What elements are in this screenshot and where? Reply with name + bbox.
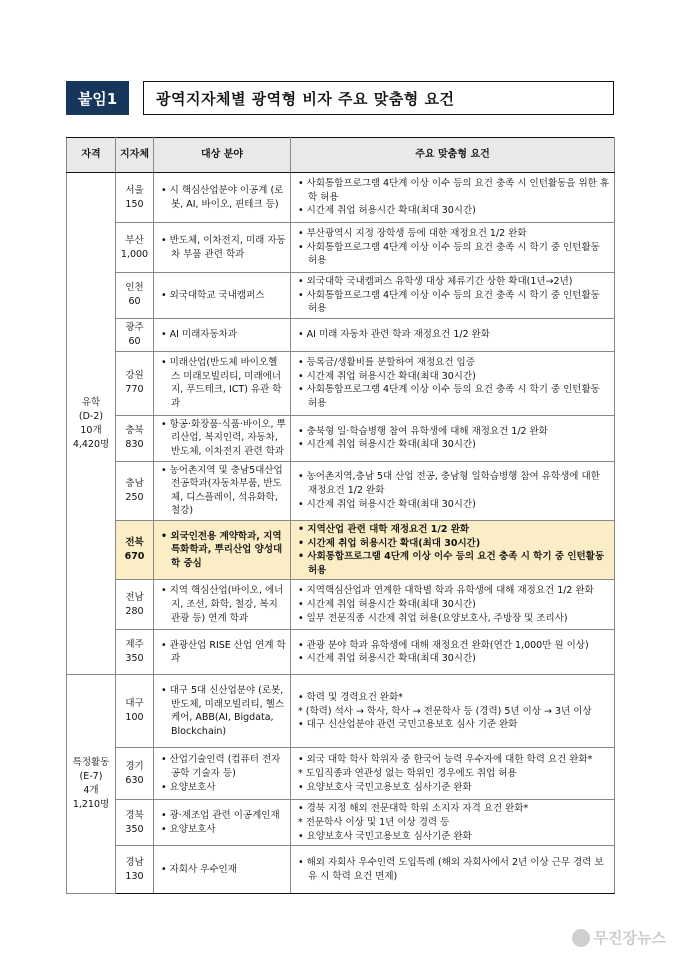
requirement-cell bbox=[291, 580, 615, 630]
region-cell bbox=[116, 800, 154, 846]
region-line: 충남 bbox=[125, 477, 144, 489]
requirement-cell bbox=[291, 748, 615, 800]
requirement-item: • 등록금/생활비를 분할하여 재정요건 입증 bbox=[298, 356, 610, 370]
region-line: 630 bbox=[125, 774, 144, 786]
region-line: 60 bbox=[128, 296, 141, 308]
region-line: 670 bbox=[124, 551, 145, 563]
requirement-list bbox=[298, 856, 610, 883]
table-row bbox=[67, 415, 615, 461]
requirement-list bbox=[298, 470, 610, 511]
requirement-cell bbox=[291, 461, 615, 520]
field-item: • 농어촌지역 및 충남5대산업 전공학과(자동차부품, 반도체, 디스플레이, 석유화학, 철강) bbox=[161, 464, 286, 518]
qualification-label-line: 10개 bbox=[80, 424, 102, 436]
column-header: 대상 분야 bbox=[154, 138, 291, 173]
field-cell bbox=[154, 675, 291, 748]
requirement-list bbox=[298, 227, 610, 268]
requirement-item: • 외국대학 국내캠퍼스 유학생 대상 체류기간 상한 확대(1년→2년) bbox=[298, 275, 610, 289]
requirement-item: • 사회통합프로그램 4단계 이상 이수 등의 요건 충족 시 학기 중 인턴활동 허용 bbox=[298, 289, 610, 316]
field-cell bbox=[154, 461, 291, 520]
table-row bbox=[67, 675, 615, 748]
qualification-label-line: 특정활동 bbox=[72, 757, 110, 769]
field-cell bbox=[154, 223, 291, 273]
table-row bbox=[67, 273, 615, 319]
watermark-logo-icon bbox=[572, 929, 590, 947]
field-list bbox=[161, 684, 286, 738]
field-list bbox=[161, 530, 286, 571]
requirement-cell bbox=[291, 800, 615, 846]
attachment-header bbox=[66, 81, 614, 115]
field-item: • 지역 핵심산업(바이오, 에너지, 조선, 화학, 철강, 복지 관광 등) 연계 학과 bbox=[161, 584, 286, 625]
column-header: 지자체 bbox=[116, 138, 154, 173]
requirement-cell bbox=[291, 273, 615, 319]
table-header-row bbox=[67, 138, 615, 173]
field-cell bbox=[154, 351, 291, 415]
requirement-item: • 시간제 취업 허용시간 확대(최대 30시간) bbox=[298, 652, 610, 666]
requirement-item: • 외국 대학 학사 학위자 중 한국어 능력 우수자에 대한 학력 요건 완화* bbox=[298, 753, 610, 767]
region-line: 280 bbox=[125, 605, 144, 617]
requirement-item: • 사회통합프로그램 4단계 이상 이수 등의 요건 충족 시 학기 중 인턴활동 허용 bbox=[298, 550, 610, 577]
field-item: • 외국인전용 계약학과, 지역특화학과, 뿌리산업 양성대학 중심 bbox=[161, 530, 286, 571]
requirement-item: • 시간제 취업 허용시간 확대(최대 30시간) bbox=[298, 537, 610, 551]
qualification-label-line: 4,420명 bbox=[72, 438, 110, 450]
requirement-item: • AI 미래 자동차 관련 학과 재정요건 1/2 완화 bbox=[298, 328, 610, 342]
region-line: 충북 bbox=[125, 425, 144, 437]
requirement-cell bbox=[291, 318, 615, 351]
region-cell bbox=[116, 351, 154, 415]
field-cell bbox=[154, 520, 291, 579]
requirement-item: • 관광 분야 학과 유학생에 대해 재정요건 완화(연간 1,000만 원 이상) bbox=[298, 639, 610, 653]
requirement-item: • 부산광역시 지정 장학생 등에 대한 재정요건 1/2 완화 bbox=[298, 227, 610, 241]
table-row bbox=[67, 846, 615, 894]
region-cell bbox=[116, 173, 154, 223]
requirement-item: • 사회통합프로그램 4단계 이상 이수 등의 요건 충족 시 인턴활동을 위한 휴학 허용 bbox=[298, 177, 610, 204]
attachment-title: 광역지자체별 광역형 비자 주요 맞춤형 요건 bbox=[143, 81, 614, 115]
requirement-cell bbox=[291, 223, 615, 273]
column-header: 주요 맞춤형 요건 bbox=[291, 138, 615, 173]
region-line: 350 bbox=[125, 823, 144, 835]
requirement-item: • 시간제 취업 허용시간 확대(최대 30시간) bbox=[298, 598, 610, 612]
region-line: 광주 bbox=[125, 321, 144, 333]
field-list bbox=[161, 809, 286, 836]
region-cell bbox=[116, 223, 154, 273]
table-row bbox=[67, 318, 615, 351]
region-line: 서울 bbox=[125, 184, 144, 196]
region-cell bbox=[116, 630, 154, 675]
requirement-item: • 사회통합프로그램 4단계 이상 이수 등의 요건 충족 시 학기 중 인턴활동 허용 bbox=[298, 241, 610, 268]
field-list bbox=[161, 464, 286, 518]
requirement-item: • 농어촌지역,충남 5대 산업 전공, 충남형 일학습병행 참여 유학생에 대한 재정요건 1/2 완화 bbox=[298, 470, 610, 497]
field-item: • 자회사 우수인재 bbox=[161, 863, 286, 877]
watermark-text: 무진장뉴스 bbox=[593, 929, 666, 947]
qualification-label-line: 4개 bbox=[83, 785, 99, 797]
requirement-list bbox=[298, 753, 610, 794]
table-row bbox=[67, 351, 615, 415]
field-cell bbox=[154, 173, 291, 223]
requirement-note: * (학력) 석사 → 학사, 학사 → 전문학사 등 (경력) 5년 이상 → 3년 이상 bbox=[298, 705, 610, 719]
qualification-label-line: (D-2) bbox=[78, 410, 104, 422]
requirement-item: • 시간제 취업 허용시간 확대(최대 30시간) bbox=[298, 204, 610, 218]
watermark bbox=[572, 927, 666, 948]
region-line: 770 bbox=[125, 384, 144, 396]
field-cell bbox=[154, 273, 291, 319]
field-list bbox=[161, 863, 286, 877]
field-cell bbox=[154, 748, 291, 800]
field-cell bbox=[154, 580, 291, 630]
requirement-list bbox=[298, 584, 610, 625]
requirement-list bbox=[298, 523, 610, 577]
qualification-label-line: 유학 bbox=[81, 396, 101, 408]
field-item: • 미래산업(반도체 바이오헬스 미래모빌리티, 미래에너지, 푸드테크, ICT) 유관 학과 bbox=[161, 356, 286, 410]
region-cell bbox=[116, 415, 154, 461]
requirement-cell bbox=[291, 630, 615, 675]
field-cell bbox=[154, 846, 291, 894]
region-line: 350 bbox=[125, 653, 144, 665]
table-row bbox=[67, 800, 615, 846]
field-list bbox=[161, 418, 286, 459]
region-line: 130 bbox=[125, 870, 144, 882]
requirement-item: • 시간제 취업 허용시간 확대(최대 30시간) bbox=[298, 370, 610, 384]
requirement-list bbox=[298, 691, 610, 732]
field-item: • 반도체, 이차전지, 미래 자동차 부품 관련 학과 bbox=[161, 234, 286, 261]
region-cell bbox=[116, 273, 154, 319]
qualification-cell bbox=[67, 675, 116, 894]
table-row bbox=[67, 520, 615, 579]
field-list bbox=[161, 356, 286, 410]
region-line: 150 bbox=[125, 198, 144, 210]
region-line: 인천 bbox=[125, 282, 144, 294]
requirement-cell bbox=[291, 846, 615, 894]
region-cell bbox=[116, 675, 154, 748]
region-line: 전북 bbox=[125, 537, 144, 549]
region-cell bbox=[116, 461, 154, 520]
field-list bbox=[161, 639, 286, 666]
field-item: • 요양보호사 bbox=[161, 781, 286, 795]
requirement-item: • 학력 및 경력요건 완화* bbox=[298, 691, 610, 705]
attachment-badge: 붙임1 bbox=[66, 81, 129, 115]
column-header: 자격 bbox=[67, 138, 116, 173]
region-line: 대구 bbox=[125, 698, 144, 710]
region-line: 전남 bbox=[125, 591, 144, 603]
qualification-cell bbox=[67, 173, 116, 675]
requirement-list bbox=[298, 356, 610, 410]
qualification-label-line: 1,210명 bbox=[72, 799, 110, 811]
field-list bbox=[161, 328, 286, 342]
table-row bbox=[67, 173, 615, 223]
requirement-item: • 시간제 취업 허용시간 확대(최대 30시간) bbox=[298, 498, 610, 512]
field-item: • AI 미래자동차과 bbox=[161, 328, 286, 342]
requirement-item: • 지역핵심산업과 연계한 대학별 학과 유학생에 대해 재정요건 1/2 완화 bbox=[298, 584, 610, 598]
region-line: 제주 bbox=[125, 639, 144, 651]
region-line: 강원 bbox=[125, 370, 144, 382]
field-list bbox=[161, 234, 286, 261]
requirement-item: • 사회통합프로그램 4단계 이상 이수 등의 요건 충족 시 학기 중 인턴활동 허용 bbox=[298, 383, 610, 410]
requirement-cell bbox=[291, 173, 615, 223]
region-line: 250 bbox=[125, 491, 144, 503]
table-row bbox=[67, 630, 615, 675]
table-body bbox=[67, 173, 615, 894]
field-item: • 산업기술인력 (컴퓨터 전자공학 기술자 등) bbox=[161, 753, 286, 780]
region-line: 경북 bbox=[125, 809, 144, 821]
requirement-item: • 대구 신산업분야 관련 국민고용보호 심사 기준 완화 bbox=[298, 718, 610, 732]
requirement-cell bbox=[291, 675, 615, 748]
field-item: • 항공·화장품·식품·바이오, 뿌리산업, 복지인력, 자동차, 반도체, 이차전지 관련 학과 bbox=[161, 418, 286, 459]
region-cell bbox=[116, 520, 154, 579]
requirement-item: • 요양보호사 국민고용보호 심사기준 완화 bbox=[298, 781, 610, 795]
region-line: 1,000 bbox=[120, 248, 149, 260]
field-item: • 요양보호사 bbox=[161, 823, 286, 837]
field-item: • 시 핵심산업분야 이공계 (로봇, AI, 바이오, 핀테크 등) bbox=[161, 184, 286, 211]
requirement-list bbox=[298, 328, 610, 342]
field-list bbox=[161, 584, 286, 625]
requirement-note: * 전문학사 이상 및 1년 이상 경력 등 bbox=[298, 816, 610, 830]
field-cell bbox=[154, 415, 291, 461]
requirement-item: • 충북형 일·학습병행 참여 유학생에 대해 재정요건 1/2 완화 bbox=[298, 425, 610, 439]
requirement-list bbox=[298, 275, 610, 316]
requirement-cell bbox=[291, 351, 615, 415]
requirement-list bbox=[298, 639, 610, 666]
region-line: 경남 bbox=[125, 856, 144, 868]
region-cell bbox=[116, 580, 154, 630]
requirement-list bbox=[298, 425, 610, 452]
requirement-cell bbox=[291, 415, 615, 461]
region-line: 830 bbox=[125, 439, 144, 451]
table-row bbox=[67, 748, 615, 800]
field-item: • 대구 5대 신산업분야 (로봇, 반도체, 미래모빌리티, 헬스케어, ABB(AI, Bigdata, Blockchain) bbox=[161, 684, 286, 738]
region-line: 경기 bbox=[125, 760, 144, 772]
requirement-list bbox=[298, 802, 610, 843]
qualification-label-line: (E-7) bbox=[79, 771, 103, 783]
field-item: • 광·제조업 관련 이공계인재 bbox=[161, 809, 286, 823]
requirement-note: * 도입직종과 연관성 없는 학위인 경우에도 취업 허용 bbox=[298, 767, 610, 781]
requirement-cell bbox=[291, 520, 615, 579]
table-row bbox=[67, 223, 615, 273]
field-cell bbox=[154, 318, 291, 351]
region-line: 부산 bbox=[125, 234, 144, 246]
field-item: • 관광산업 RISE 산업 연계 학과 bbox=[161, 639, 286, 666]
table-row bbox=[67, 461, 615, 520]
requirement-item: • 지역산업 관련 대학 재정요건 1/2 완화 bbox=[298, 523, 610, 537]
requirement-item: • 경북 지정 해외 전문대학 학위 소지자 자격 요건 완화* bbox=[298, 802, 610, 816]
field-list bbox=[161, 753, 286, 794]
region-cell bbox=[116, 846, 154, 894]
field-cell bbox=[154, 800, 291, 846]
requirement-item: • 해외 자회사 우수인력 도입특례 (해외 자회사에서 2년 이상 근무 경력 보유 시 학력 요건 면제) bbox=[298, 856, 610, 883]
requirement-list bbox=[298, 177, 610, 218]
field-list bbox=[161, 289, 286, 303]
field-list bbox=[161, 184, 286, 211]
requirement-item: • 요양보호사 국민고용보호 심사기준 완화 bbox=[298, 830, 610, 844]
field-cell bbox=[154, 630, 291, 675]
region-cell bbox=[116, 748, 154, 800]
field-item: • 외국대학교 국내캠퍼스 bbox=[161, 289, 286, 303]
region-line: 60 bbox=[128, 335, 141, 347]
requirement-item: • 일부 전문직종 시간제 취업 허용(요양보호사, 주방장 및 조리사) bbox=[298, 612, 610, 626]
region-cell bbox=[116, 318, 154, 351]
visa-requirements-table bbox=[66, 137, 615, 894]
requirement-item: • 시간제 취업 허용시간 확대(최대 30시간) bbox=[298, 438, 610, 452]
table-row bbox=[67, 580, 615, 630]
region-line: 100 bbox=[125, 712, 144, 724]
